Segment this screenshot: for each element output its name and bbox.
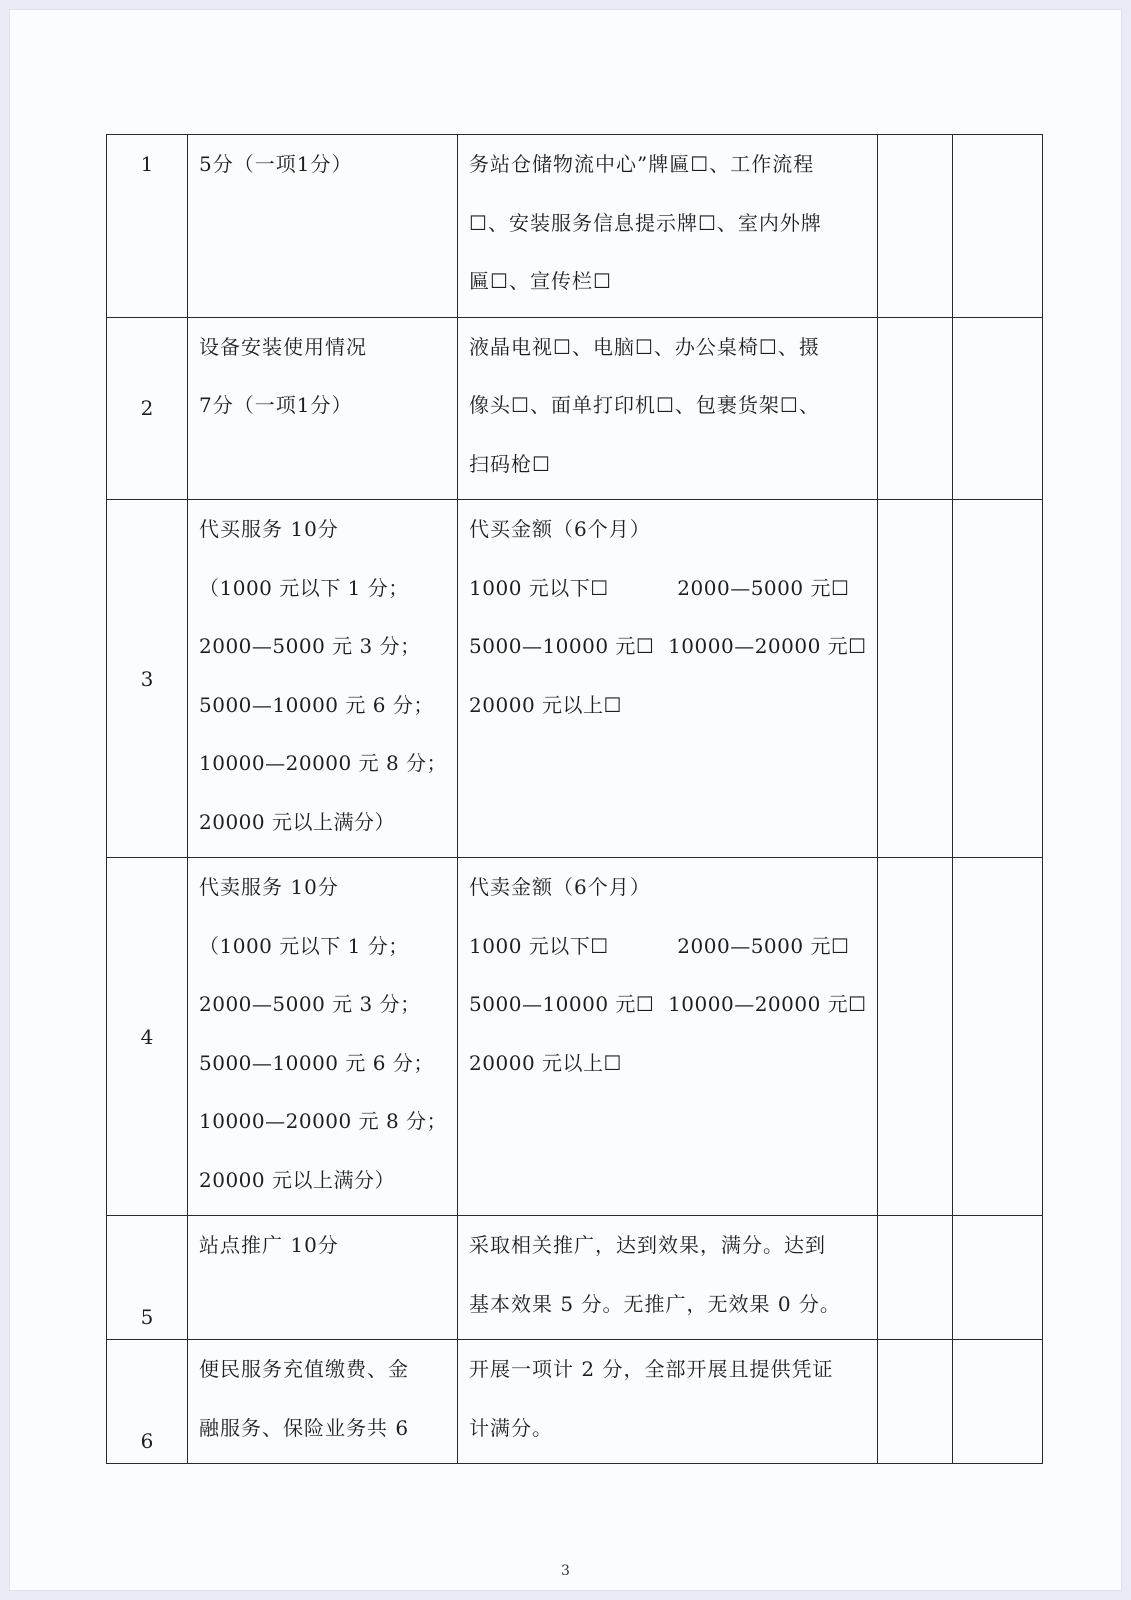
content-line: 采取相关推广，达到效果，满分。达到 — [469, 1233, 827, 1257]
criteria-line: 2000—5000 元 3 分； — [199, 992, 421, 1016]
content-cell — [458, 317, 878, 500]
criteria-line: 5000—10000 元 6 分； — [199, 1050, 434, 1075]
criteria-line: 便民服务充值缴费、金 — [199, 1357, 409, 1381]
criteria-cell — [188, 135, 458, 318]
score-cell — [877, 500, 952, 858]
criteria-line: 7分（一项1分） — [199, 393, 353, 417]
score-cell — [877, 858, 952, 1216]
content-line: 务站仓储物流中心”牌匾☐、工作流程 — [469, 152, 815, 176]
content-line: 5000—10000 元☐ 10000—20000 元☐ — [469, 992, 867, 1016]
content-cell — [458, 500, 878, 858]
content-line: 开展一项计 2 分，全部开展且提供凭证 — [469, 1357, 834, 1381]
table-row — [107, 1216, 1043, 1340]
criteria-cell — [188, 500, 458, 858]
remark-cell — [952, 317, 1042, 500]
content-line: 1000 元以下☐ 2000—5000 元☐ — [469, 575, 850, 600]
document-page — [10, 10, 1121, 1590]
criteria-line: 10000—20000 元 8 分； — [199, 751, 448, 775]
criteria-line: 5000—10000 元 6 分； — [199, 692, 434, 717]
content-line: 20000 元以上☐ — [469, 692, 622, 717]
content-line: 基本效果 5 分。无推广，无效果 0 分。 — [469, 1291, 841, 1316]
content-line: 5000—10000 元☐ 10000—20000 元☐ — [469, 634, 867, 658]
content-cell — [458, 858, 878, 1216]
criteria-cell — [188, 1340, 458, 1464]
content-line: 液晶电视☐、电脑☐、办公桌椅☐、摄 — [469, 334, 820, 359]
content-line: 代卖金额（6个月） — [469, 875, 651, 899]
row-number: 1 — [107, 135, 188, 318]
criteria-cell — [188, 317, 458, 500]
content-line: 代买金额（6个月） — [469, 517, 651, 541]
criteria-line: 站点推广 10分 — [199, 1233, 339, 1257]
content-line: 像头☐、面单打印机☐、包裹货架☐、 — [469, 393, 820, 417]
criteria-line: 5分（一项1分） — [199, 152, 353, 176]
remark-cell — [952, 500, 1042, 858]
row-number: 5 — [107, 1216, 188, 1340]
criteria-cell — [188, 858, 458, 1216]
score-cell — [877, 1340, 952, 1464]
criteria-line: 设备安装使用情况 — [199, 334, 367, 359]
table-row — [107, 500, 1043, 858]
row-number: 2 — [107, 317, 188, 500]
criteria-line: 代卖服务 10分 — [199, 875, 339, 899]
content-line: 20000 元以上☐ — [469, 1050, 622, 1075]
content-line: 扫码枪☐ — [469, 451, 551, 476]
content-cell — [458, 1216, 878, 1340]
score-cell — [877, 135, 952, 318]
table-row — [107, 1340, 1043, 1464]
score-cell — [877, 317, 952, 500]
row-number: 3 — [107, 500, 188, 858]
criteria-line: 10000—20000 元 8 分； — [199, 1109, 448, 1133]
content-line: 匾☐、宣传栏☐ — [469, 269, 612, 293]
content-line: 计满分。 — [469, 1415, 554, 1440]
row-number: 6 — [107, 1340, 188, 1464]
content-line: 1000 元以下☐ 2000—5000 元☐ — [469, 933, 850, 958]
criteria-line: （1000 元以下 1 分； — [199, 933, 409, 958]
criteria-line: 融服务、保险业务共 6 — [199, 1415, 410, 1440]
remark-cell — [952, 858, 1042, 1216]
row-number: 4 — [107, 858, 188, 1216]
criteria-line: 20000 元以上满分） — [199, 1167, 395, 1192]
content-line: ☐、安装服务信息提示牌☐、室内外牌 — [469, 210, 822, 235]
scoring-table — [106, 134, 1043, 1464]
table-row — [107, 858, 1043, 1216]
score-cell — [877, 1216, 952, 1340]
content-cell — [458, 135, 878, 318]
table-row — [107, 135, 1043, 318]
content-cell — [458, 1340, 878, 1464]
table-row — [107, 317, 1043, 500]
criteria-line: （1000 元以下 1 分； — [199, 575, 409, 600]
remark-cell — [952, 1216, 1042, 1340]
page-number: 3 — [561, 1563, 570, 1579]
remark-cell — [952, 1340, 1042, 1464]
criteria-line: 20000 元以上满分） — [199, 809, 395, 834]
criteria-line: 代买服务 10分 — [199, 517, 339, 541]
criteria-line: 2000—5000 元 3 分； — [199, 634, 421, 658]
remark-cell — [952, 135, 1042, 318]
criteria-cell — [188, 1216, 458, 1340]
